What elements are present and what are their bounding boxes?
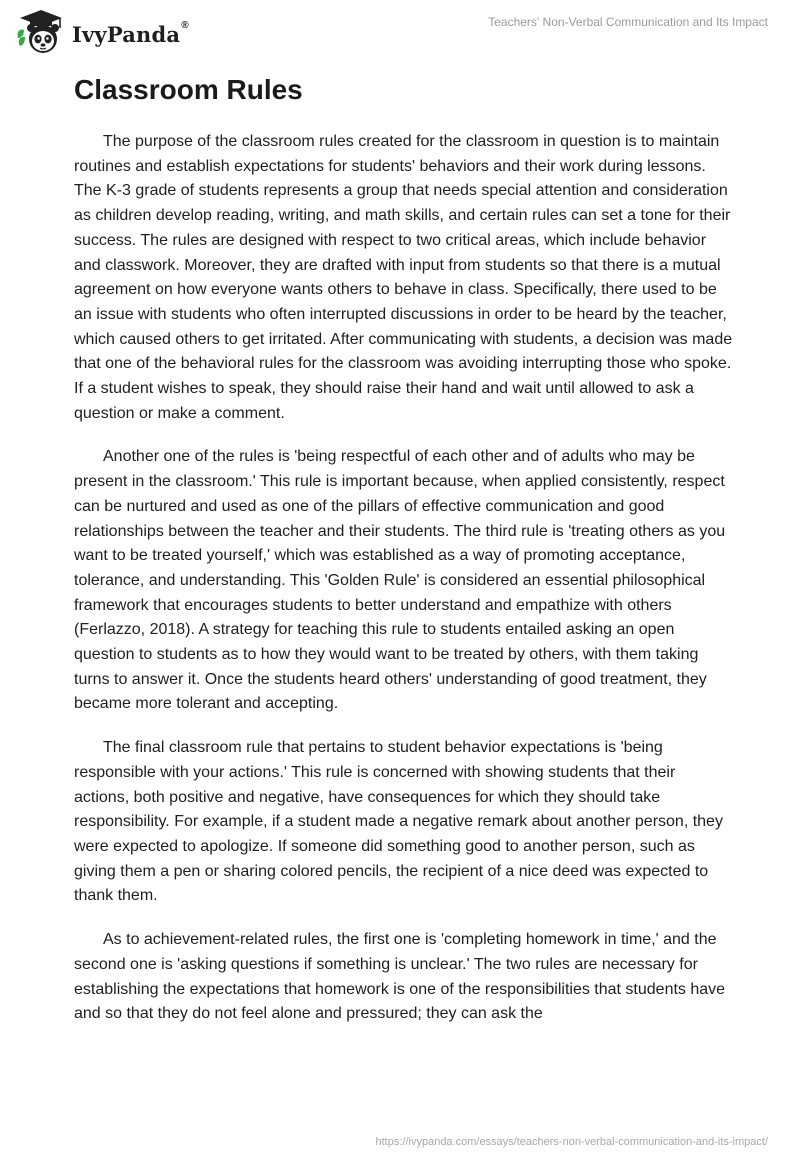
registered-mark: ® xyxy=(181,19,189,31)
page-header xyxy=(0,0,800,64)
paragraph-2: Another one of the rules is 'being respectful of each other and of adults who may be present in the classroom.' This rule is important because, when applied consistently, respect can be nurtured and used as one of the pillars of effective communication and good relationships between the teacher and their students. The third rule is 'treating others as you want to be treated yourself,' which was established as a way of promoting acceptance, tolerance, and understanding. This 'Golden Rule' is considered an essential philosophical framework that encourages students to better understand and empathize with others (Ferlazzo, 2018). A strategy for teaching this rule to students entailed asking an open question to students as to how they would want to be treated by others, with them taking turns to answer it. Once the students heard others' understanding of good treatment, they became more tolerant and accepting. xyxy=(74,448,726,713)
ivypanda-logo[interactable] xyxy=(14,8,189,56)
panda-graduation-cap-icon xyxy=(14,8,68,56)
source-url-link[interactable]: https://ivypanda.com/essays/teachers-non-verbal-communication-and-its-impact/ xyxy=(375,1136,768,1148)
brand-name xyxy=(72,19,189,47)
paragraph-4: As to achievement-related rules, the first one is 'completing homework in time,' and the second one is 'asking questions if something is unclear.' The two rules are necessary for establishing the expectations that homework is one of the responsibilities that students have and so that they do not feel alone and pressured; they can ask the xyxy=(74,931,726,1023)
paragraph-1: The purpose of the classroom rules created for the classroom in question is to maintain routines and establish expectations for students' behaviors and their work during lessons. The K-3 grade of students represents a group that needs special attention and consideration as children develop reading, writing, and math skills, and certain rules can set a tone for their success. The rules are designed with respect to two critical areas, which include behavior and classwork. Moreover, they are drafted with input from students so that there is a mutual agreement on how everyone wants others to behave in class. Specifically, there used to be an issue with students who often interrupted discussions in order to be heard by the teacher, which caused others to get irritated. After communicating with students, a decision was made that one of the behavioral rules for the classroom was avoiding interrupting those who spoke. If a student wishes to speak, they should raise their hand and wait until allowed to ask a question or make a comment. xyxy=(74,133,733,422)
document-title: Teachers' Non-Verbal Communication and Its Impact xyxy=(488,15,768,29)
article-body xyxy=(74,72,734,1046)
section-heading: Classroom Rules xyxy=(74,74,303,105)
paragraph-3: The final classroom rule that pertains to student behavior expectations is 'being responsible with your actions.' This rule is concerned with showing students that their actions, both positive and negative, have consequences for which they should take responsibility. For example, if a student made a negative remark about another person, they were expected to apologize. If someone did something good to another person, such as giving them a pen or sharing colored pencils, the recipient of a nice deed was expected to thank them. xyxy=(74,739,723,905)
brand-name-text: IvyPanda xyxy=(72,21,181,47)
